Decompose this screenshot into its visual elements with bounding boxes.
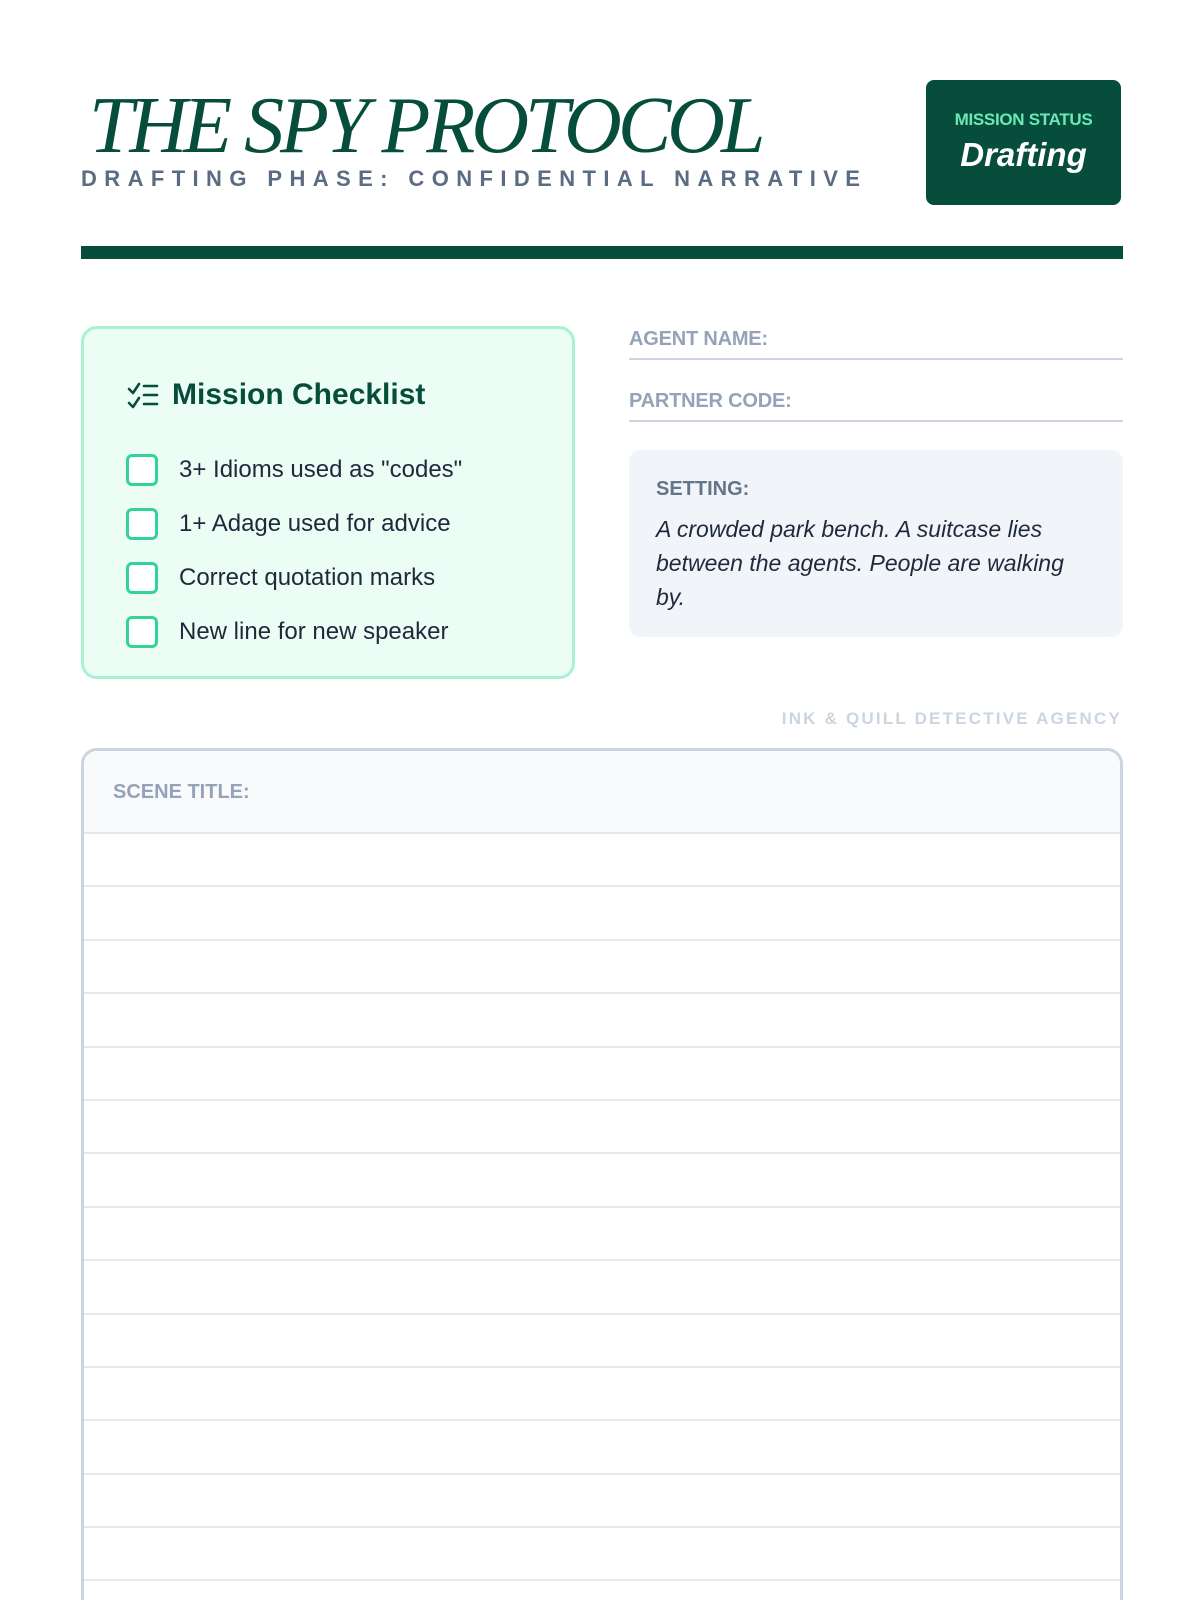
- list-check-icon: [126, 380, 160, 410]
- checkbox[interactable]: [126, 454, 158, 486]
- writing-line[interactable]: [84, 1208, 1120, 1261]
- agent-name-input[interactable]: [819, 324, 1123, 356]
- writing-line[interactable]: [84, 1154, 1120, 1207]
- checklist-item-label: 1+ Adage used for advice: [179, 510, 451, 537]
- writing-lines[interactable]: [84, 834, 1120, 1600]
- document-title: THE SPY PROTOCOL: [89, 82, 762, 170]
- checkbox[interactable]: [126, 616, 158, 648]
- writing-line[interactable]: [84, 1048, 1120, 1101]
- checklist-item-label: 3+ Idioms used as "codes": [179, 456, 463, 483]
- writing-line[interactable]: [84, 1261, 1120, 1314]
- setting-card: [629, 450, 1123, 637]
- mission-status-badge: [926, 80, 1121, 205]
- document-header: [81, 80, 1123, 206]
- writing-line[interactable]: [84, 1475, 1120, 1528]
- setting-label: SETTING:: [656, 478, 750, 500]
- writing-line[interactable]: [84, 1421, 1120, 1474]
- mission-status-value: Drafting: [960, 136, 1087, 173]
- checklist-item-label: New line for new speaker: [179, 618, 449, 645]
- checklist-item[interactable]: [126, 497, 462, 551]
- checkbox[interactable]: [126, 508, 158, 540]
- agency-tag: INK & QUILL DETECTIVE AGENCY: [781, 709, 1122, 728]
- agent-name-label: AGENT NAME:: [629, 328, 768, 350]
- writing-line[interactable]: [84, 1528, 1120, 1581]
- scene-title-bar: [84, 751, 1120, 834]
- partner-code-field: [629, 386, 1123, 422]
- writing-line[interactable]: [84, 1101, 1120, 1154]
- checklist-item[interactable]: [126, 605, 462, 659]
- writing-line[interactable]: [84, 1315, 1120, 1368]
- writing-line[interactable]: [84, 1368, 1120, 1421]
- agent-name-field: [629, 324, 1123, 360]
- checklist-title: Mission Checklist: [172, 378, 426, 411]
- writing-line[interactable]: [84, 994, 1120, 1047]
- document-subtitle: DRAFTING PHASE: CONFIDENTIAL NARRATIVE: [81, 166, 868, 191]
- scene-title-input[interactable]: [259, 773, 1100, 813]
- writing-sheet: [81, 748, 1123, 1600]
- writing-line[interactable]: [84, 887, 1120, 940]
- partner-code-label: PARTNER CODE:: [629, 390, 792, 412]
- checklist-item[interactable]: [126, 551, 462, 605]
- mission-checklist-card: [81, 326, 575, 679]
- checklist-header: [126, 377, 425, 413]
- writing-line[interactable]: [84, 834, 1120, 887]
- writing-line[interactable]: [84, 941, 1120, 994]
- header-divider: [81, 246, 1123, 259]
- checklist-item[interactable]: [126, 443, 462, 497]
- setting-description: A crowded park bench. A suitcase lies between the agents. People are walking by.: [656, 516, 1064, 610]
- mission-status-label: MISSION STATUS: [954, 110, 1093, 129]
- checkbox[interactable]: [126, 562, 158, 594]
- scene-title-label: SCENE TITLE:: [113, 781, 250, 803]
- writing-line[interactable]: [84, 1581, 1120, 1600]
- checklist-item-label: Correct quotation marks: [179, 564, 436, 591]
- partner-code-input[interactable]: [819, 386, 1123, 418]
- checklist-items: [126, 443, 462, 659]
